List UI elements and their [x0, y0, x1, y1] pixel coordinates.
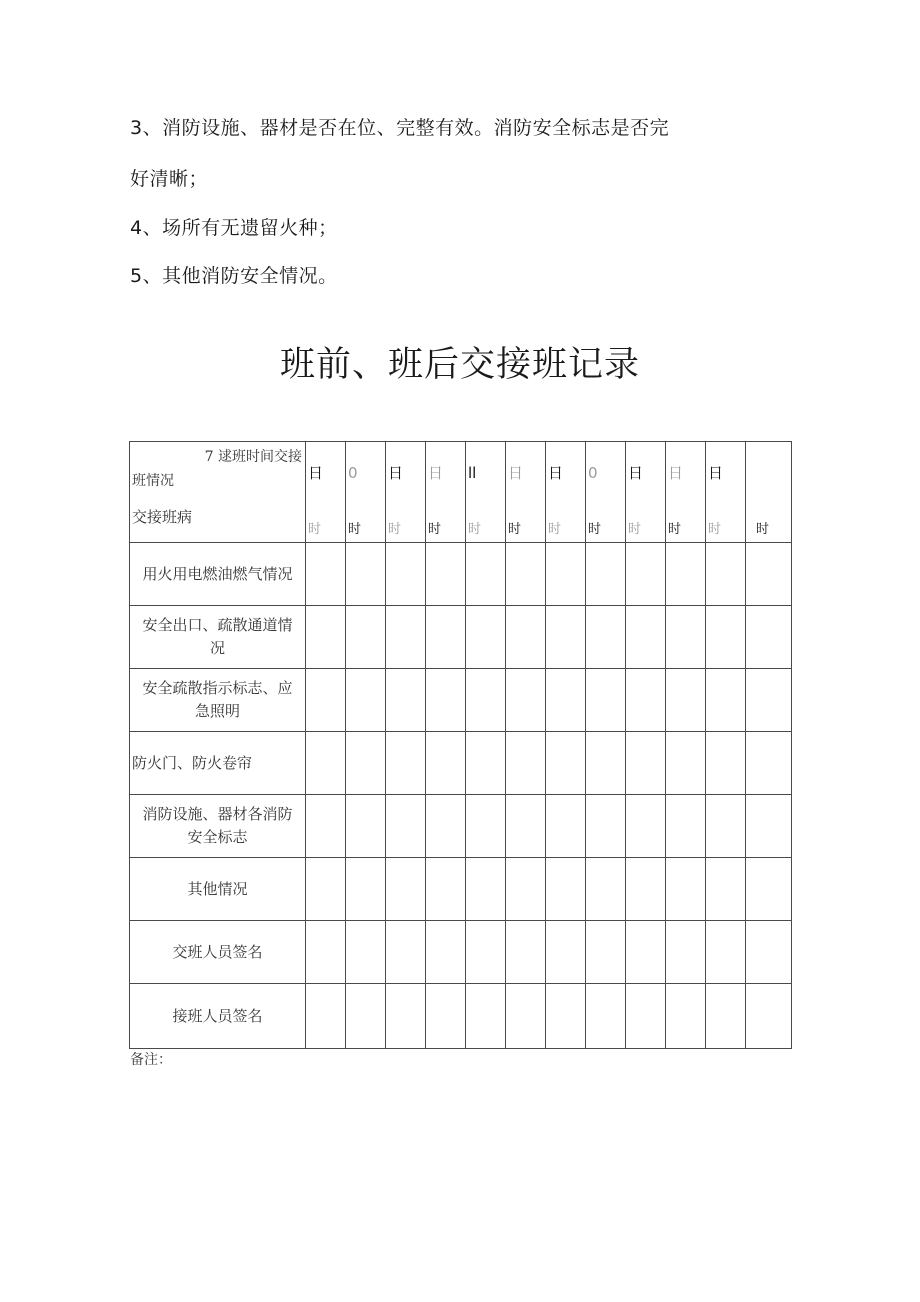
label-line: 安全疏散指示标志、应 — [142, 679, 293, 697]
hour-mark: 时 — [348, 522, 362, 537]
table-cell[interactable] — [346, 984, 386, 1049]
table-cell[interactable] — [706, 921, 746, 984]
table-cell[interactable] — [626, 732, 666, 795]
table-cell[interactable] — [426, 543, 466, 606]
table-cell[interactable] — [346, 921, 386, 984]
table-cell[interactable] — [506, 984, 546, 1049]
date-column-8 — [586, 442, 626, 543]
table-cell[interactable] — [426, 795, 466, 858]
date-column-5 — [466, 442, 506, 543]
table-cell[interactable] — [626, 921, 666, 984]
table-cell[interactable] — [746, 795, 792, 858]
hour-mark: 时 — [628, 522, 642, 537]
table-row — [130, 921, 792, 984]
table-cell[interactable] — [386, 984, 426, 1049]
day-mark: 日 — [508, 464, 524, 482]
hour-mark: 时 — [588, 522, 602, 537]
day-mark: 日 — [708, 464, 724, 482]
day-mark: 日 — [628, 464, 644, 482]
table-cell[interactable] — [506, 732, 546, 795]
header-item-label: 交接班病 — [132, 508, 193, 526]
date-column-1 — [306, 442, 346, 543]
hour-mark: 时 — [668, 522, 682, 537]
table-cell[interactable] — [586, 858, 626, 921]
table-cell[interactable] — [386, 921, 426, 984]
table-cell[interactable] — [506, 606, 546, 669]
table-cell[interactable] — [666, 921, 706, 984]
table-cell[interactable] — [346, 858, 386, 921]
table-cell[interactable] — [426, 732, 466, 795]
table-cell[interactable] — [586, 795, 626, 858]
table-cell[interactable] — [706, 858, 746, 921]
header-time-label: 7 逑班时间交接 — [204, 449, 302, 465]
table-cell[interactable] — [546, 984, 586, 1049]
table-cell[interactable] — [386, 795, 426, 858]
table-cell[interactable] — [466, 732, 506, 795]
date-column-12 — [746, 442, 792, 543]
row-label-exits-evacuation — [130, 606, 306, 669]
table-cell[interactable] — [586, 921, 626, 984]
table-cell[interactable] — [386, 669, 426, 732]
table-cell[interactable] — [346, 669, 386, 732]
page-title: 班前、班后交接班记录 — [279, 345, 640, 385]
table-cell[interactable] — [426, 858, 466, 921]
table-cell[interactable] — [706, 606, 746, 669]
table-cell[interactable] — [546, 795, 586, 858]
table-cell[interactable] — [706, 984, 746, 1049]
table-cell[interactable] — [706, 795, 746, 858]
table-cell[interactable] — [546, 606, 586, 669]
day-mark: ll — [468, 464, 477, 482]
table-cell[interactable] — [586, 606, 626, 669]
table-cell[interactable] — [546, 921, 586, 984]
table-cell[interactable] — [626, 984, 666, 1049]
table-cell[interactable] — [746, 606, 792, 669]
table-cell[interactable] — [466, 858, 506, 921]
hour-mark: 时 — [468, 522, 482, 537]
table-cell[interactable] — [666, 795, 706, 858]
hour-mark: 时 — [756, 522, 770, 537]
paragraph-3-line-2: 好清晰； — [130, 168, 209, 190]
table-cell[interactable] — [346, 543, 386, 606]
day-mark: 日 — [668, 464, 684, 482]
hour-mark: 时 — [388, 522, 402, 537]
date-column-10 — [666, 442, 706, 543]
table-cell[interactable] — [466, 795, 506, 858]
row-label-evacuation-signs-lighting — [130, 669, 306, 732]
label-line: 况 — [209, 639, 225, 657]
table-cell[interactable] — [306, 732, 346, 795]
hour-mark: 时 — [508, 522, 522, 537]
table-cell[interactable] — [506, 921, 546, 984]
table-cell[interactable] — [386, 732, 426, 795]
table-cell[interactable] — [306, 921, 346, 984]
table-cell[interactable] — [346, 606, 386, 669]
day-mark: 日 — [388, 464, 404, 482]
table-cell[interactable] — [386, 543, 426, 606]
table-row — [130, 543, 792, 606]
table-cell[interactable] — [506, 858, 546, 921]
row-label-handover-signature: 交班人员签名 — [130, 921, 306, 984]
table-cell[interactable] — [586, 669, 626, 732]
table-cell[interactable] — [426, 669, 466, 732]
row-label-fire-electric-fuel-gas: 用火用电燃油燃气情况 — [130, 543, 306, 606]
table-cell[interactable] — [746, 921, 792, 984]
row-label-fire-doors-shutters: 防火门、防火卷帘 — [130, 732, 306, 795]
table-row — [130, 669, 792, 732]
table-cell[interactable] — [626, 858, 666, 921]
table-cell[interactable] — [346, 732, 386, 795]
table-cell[interactable] — [466, 606, 506, 669]
date-column-2 — [346, 442, 386, 543]
table-row — [130, 606, 792, 669]
table-cell[interactable] — [626, 543, 666, 606]
day-mark: 0 — [588, 464, 598, 482]
table-cell[interactable] — [666, 606, 706, 669]
day-mark: 日 — [548, 464, 564, 482]
label-line: 安全标志 — [187, 828, 248, 846]
hour-mark: 时 — [548, 522, 562, 537]
date-column-9 — [626, 442, 666, 543]
table-cell[interactable] — [586, 732, 626, 795]
label-line: 安全出口、疏散通道情 — [142, 616, 293, 634]
table-cell[interactable] — [586, 543, 626, 606]
table-cell[interactable] — [746, 858, 792, 921]
table-cell[interactable] — [386, 606, 426, 669]
hour-mark: 时 — [428, 522, 442, 537]
day-mark: 0 — [348, 464, 358, 482]
paragraph-3-line-1: 3、消防设施、器材是否在位、完整有效。消防安全标志是否完 — [130, 117, 670, 139]
table-cell[interactable] — [546, 732, 586, 795]
table-cell[interactable] — [626, 669, 666, 732]
table-cell[interactable] — [306, 984, 346, 1049]
table-row — [130, 732, 792, 795]
table-cell[interactable] — [626, 795, 666, 858]
label-line: 消防设施、器材各消防 — [142, 805, 293, 823]
table-cell[interactable] — [306, 669, 346, 732]
table-cell[interactable] — [466, 543, 506, 606]
table-cell[interactable] — [586, 984, 626, 1049]
table-cell[interactable] — [386, 858, 426, 921]
table-cell[interactable] — [706, 543, 746, 606]
table-row — [130, 858, 792, 921]
row-label-takeover-signature: 接班人员签名 — [130, 984, 306, 1049]
table-cell[interactable] — [666, 858, 706, 921]
table-cell[interactable] — [306, 858, 346, 921]
table-cell[interactable] — [466, 984, 506, 1049]
handover-record-table — [129, 441, 792, 1049]
table-row — [130, 984, 792, 1049]
date-column-4 — [426, 442, 466, 543]
table-cell[interactable] — [306, 795, 346, 858]
table-cell[interactable] — [706, 669, 746, 732]
row-label-facilities-equipment-signs — [130, 795, 306, 858]
table-cell[interactable] — [666, 669, 706, 732]
label-line: 急照明 — [194, 702, 240, 720]
hour-mark: 时 — [308, 522, 322, 537]
table-cell[interactable] — [466, 921, 506, 984]
table-cell[interactable] — [426, 984, 466, 1049]
date-column-3 — [386, 442, 426, 543]
table-cell[interactable] — [666, 543, 706, 606]
table-cell[interactable] — [546, 858, 586, 921]
table-cell[interactable] — [746, 732, 792, 795]
remark-label: 备注： — [130, 1052, 172, 1068]
table-cell[interactable] — [346, 795, 386, 858]
table-cell[interactable] — [506, 669, 546, 732]
date-column-7 — [546, 442, 586, 543]
table-cell[interactable] — [306, 606, 346, 669]
table-cell[interactable] — [426, 921, 466, 984]
table-header-row — [130, 442, 792, 543]
day-mark: 日 — [428, 464, 444, 482]
table-cell[interactable] — [506, 543, 546, 606]
table-cell[interactable] — [666, 984, 706, 1049]
table-cell[interactable] — [706, 732, 746, 795]
hour-mark: 时 — [708, 522, 722, 537]
diagonal-header-cell — [130, 442, 306, 543]
table-cell[interactable] — [426, 606, 466, 669]
table-cell[interactable] — [746, 984, 792, 1049]
table-cell[interactable] — [546, 543, 586, 606]
row-label-other: 其他情况 — [130, 858, 306, 921]
table-cell[interactable] — [546, 669, 586, 732]
table-cell[interactable] — [666, 732, 706, 795]
paragraph-4: 4、场所有无遗留火种； — [130, 217, 338, 239]
date-column-11 — [706, 442, 746, 543]
date-column-6 — [506, 442, 546, 543]
table-row — [130, 795, 792, 858]
table-cell[interactable] — [466, 669, 506, 732]
table-cell[interactable] — [506, 795, 546, 858]
header-status-label: 班情况 — [132, 473, 174, 489]
table-cell[interactable] — [626, 606, 666, 669]
paragraph-5: 5、其他消防安全情况。 — [130, 265, 338, 287]
table-cell[interactable] — [746, 669, 792, 732]
table-cell[interactable] — [306, 543, 346, 606]
day-mark: 日 — [308, 464, 324, 482]
table-cell[interactable] — [746, 543, 792, 606]
